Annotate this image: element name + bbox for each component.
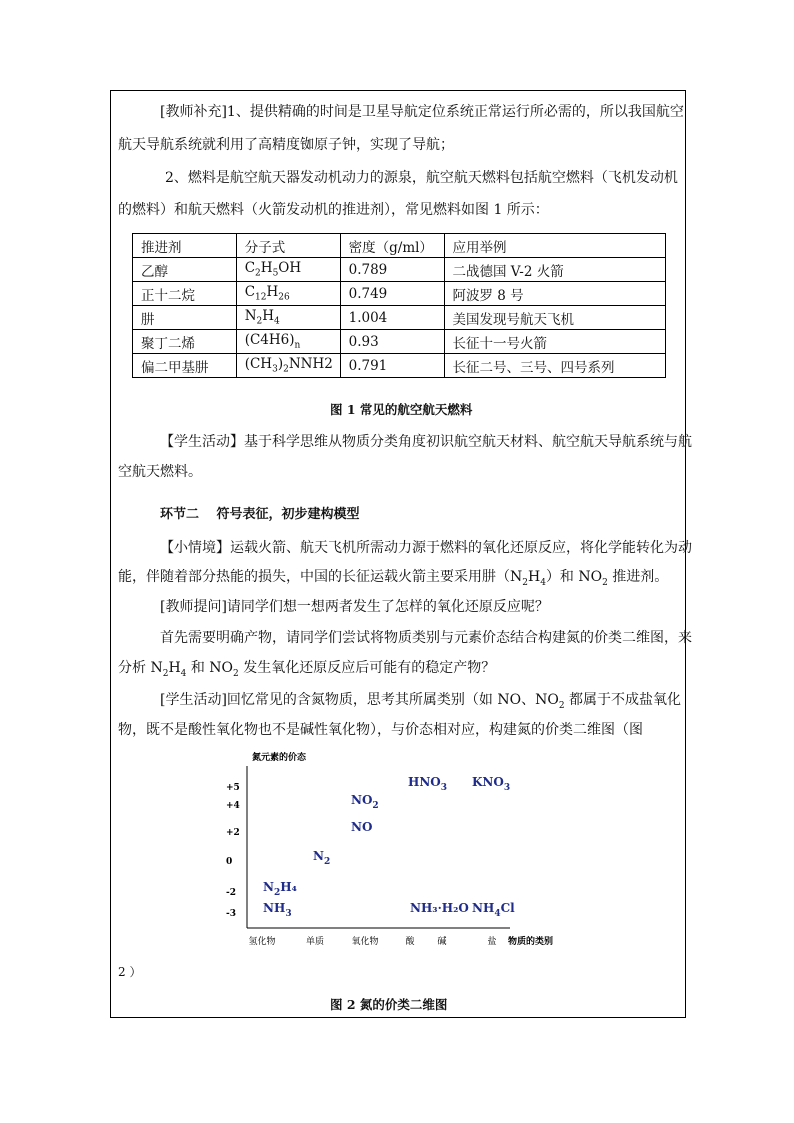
cell-formula: $N_2H_4$	[236, 306, 340, 330]
cell-density: 0.791	[340, 354, 444, 378]
paragraph-student-activity2-line2: 物，既不是酸性氧化物也不是碱性氧化物），与价态相对应，构建氮的价类二维图（图	[118, 722, 643, 738]
paragraph-situation-line2: 能，伴随着部分热能的损失，中国的长征运载火箭主要采用肼$(N_2H_4)$和 $NO_2$ 推进剂。	[118, 569, 669, 588]
cell-propellant: 肼	[133, 306, 237, 330]
cell-formula: $(CH_3)_2NNH2$	[236, 354, 340, 378]
species-point: $NH_4Cl$	[472, 901, 515, 919]
species-point: NO	[351, 820, 373, 834]
paragraph-analysis-line2: 分析 $N_2H_4$ 和 $NO_2$ 发生氧化还原反应后可能有的稳定产物？	[118, 660, 496, 679]
figure1-caption: 图 1 常见的航空航天燃料	[330, 402, 473, 417]
header-propellant: 推进剂	[133, 234, 237, 258]
fuel-table-row	[133, 258, 666, 282]
x-tick-label: 单质	[305, 937, 325, 947]
y-tick-label: 0	[226, 857, 233, 867]
paragraph-fuel-line2: 的燃料）和航天燃料（火箭发动机的推进剂），常见燃料如图 1 所示：	[118, 202, 549, 218]
cell-formula: $(C4H6)_n$	[236, 330, 340, 354]
cell-example: 二战德国 V-2 火箭	[444, 258, 666, 282]
species-point: $HNO_3$	[408, 775, 448, 793]
fuel-table-row	[133, 330, 666, 354]
cell-density: 0.749	[340, 282, 444, 306]
nitrogen-valence-chart	[210, 748, 590, 958]
x-tick-label: 碱	[437, 937, 447, 947]
fuel-table	[132, 233, 666, 378]
species-point: $NO_2$	[351, 793, 379, 811]
y-tick-label: -2	[226, 888, 236, 898]
paragraph-situation-line1: 【小情境】运载火箭、航天飞机所需动力源于燃料的氧化还原反应，将化学能转化为动	[160, 540, 692, 556]
cell-propellant: 聚丁二烯	[133, 330, 237, 354]
x-tick-label: 氧化物	[351, 937, 379, 947]
paragraph-student-activity-line1: 【学生活动】基于科学思维从物质分类角度初识航空航天材料、航空航天导航系统与航	[160, 434, 692, 450]
cell-example: 阿波罗 8 号	[444, 282, 666, 306]
cell-density: 0.789	[340, 258, 444, 282]
header-density: 密度（g/ml）	[340, 234, 444, 258]
species-point: $KNO_3$	[472, 775, 511, 793]
x-tick-label: 盐	[487, 937, 497, 947]
cell-density: 0.93	[340, 330, 444, 354]
paragraph-fuel-line1: 2、燃料是航空航天器发动机动力的源泉，航空航天燃料包括航空燃料（飞机发动机	[165, 170, 678, 186]
species-point: $N_2$	[313, 849, 331, 867]
paragraph-figure-ref-end: 2 ）	[118, 965, 142, 979]
figure2-caption: 图 2 氮的价类二维图	[330, 997, 448, 1012]
x-axis-label: 物质的类别	[508, 937, 554, 947]
cell-example: 长征十一号火箭	[444, 330, 666, 354]
paragraph-teacher-question: [教师提问]请同学们想一想两者发生了怎样的氧化还原反应呢？	[160, 599, 549, 615]
x-tick-label: 酸	[405, 937, 415, 947]
fuel-table-row	[133, 282, 666, 306]
y-tick-label: +2	[226, 828, 240, 838]
cell-formula: $C_2H_5OH$	[236, 258, 340, 282]
paragraph-teacher-supplement-line2: 航天导航系统就利用了高精度铷原子钟，实现了导航；	[118, 137, 454, 153]
fuel-table-header-row	[133, 234, 666, 258]
y-tick-label: +4	[226, 801, 240, 811]
paragraph-student-activity-line2: 空航天燃料。	[118, 464, 202, 480]
cell-formula: $C_{12}H_{26}$	[236, 282, 340, 306]
fuel-table-row	[133, 354, 666, 378]
header-formula: 分子式	[236, 234, 340, 258]
header-example: 应用举例	[444, 234, 666, 258]
x-tick-label: 氢化物	[248, 937, 276, 947]
cell-example: 长征二号、三号、四号系列	[444, 354, 666, 378]
y-tick-label: +5	[226, 783, 240, 793]
cell-example: 美国发现号航天飞机	[444, 306, 666, 330]
paragraph-analysis-line1: 首先需要明确产物，请同学们尝试将物质类别与元素价态结合构建氮的价类二维图，来	[160, 630, 692, 646]
paragraph-teacher-supplement-line1: [教师补充]1、提供精确的时间是卫星导航定位系统正常运行所必需的，所以我国航空	[160, 104, 684, 120]
section-title: 环节二 符号表征，初步建构模型	[160, 507, 360, 522]
cell-propellant: 乙醇	[133, 258, 237, 282]
species-point: $N_2H_4$	[263, 880, 297, 898]
y-tick-label: -3	[226, 909, 236, 919]
fuel-table-row	[133, 306, 666, 330]
cell-propellant: 偏二甲基肼	[133, 354, 237, 378]
species-point: $NH_3$	[263, 901, 292, 919]
cell-propellant: 正十二烷	[133, 282, 237, 306]
paragraph-student-activity2-line1: [学生活动]回忆常见的含氮物质，思考其所属类别（如 NO、$NO_2$ 都属于不成盐氧化	[160, 692, 682, 711]
y-axis-label: 氮元素的价态	[252, 753, 307, 763]
cell-density: 1.004	[340, 306, 444, 330]
species-point: NH₃·H₂O	[410, 901, 469, 915]
